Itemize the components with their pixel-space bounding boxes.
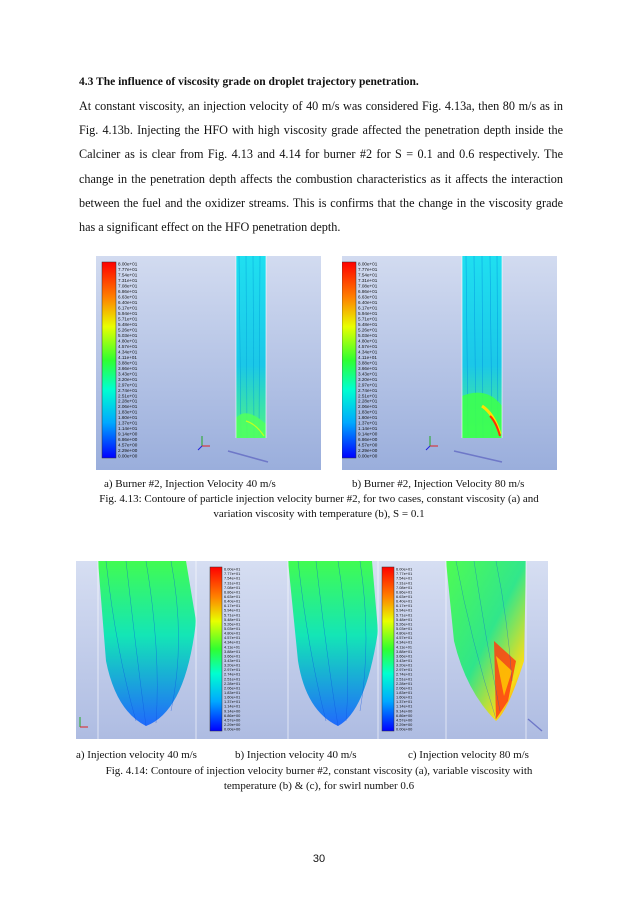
colorbar-tick-label: 1.60e+01 [224, 694, 241, 700]
colorbar-tick-label: 6.86e+01 [118, 289, 138, 295]
colorbar-tick-label: 9.14e+00 [358, 431, 378, 437]
colorbar-tick-label: 4.57e+01 [358, 343, 378, 349]
colorbar-tick-label: 3.66e+01 [358, 365, 378, 371]
colorbar-tick-label: 5.26e+01 [224, 621, 241, 627]
colorbar-tick-label: 3.66e+01 [224, 653, 241, 659]
colorbar-tick-label: 5.48e+01 [358, 321, 378, 327]
figure-4-14-caption-line1: Fig. 4.14: Contoure of injection velocity burner #2, constant viscosity (a), variable viscosity with [105, 765, 533, 777]
colorbar-tick-label: 1.37e+01 [118, 420, 138, 426]
figure-4-14c-label: c) Injection velocity 80 m/s [408, 749, 529, 761]
colorbar-tick-label: 4.34e+01 [396, 639, 413, 645]
figure-4-13b-image [342, 256, 557, 470]
colorbar-tick-label: 5.94e+01 [396, 607, 413, 613]
figure-4-13b-label: b) Burner #2, Injection Velocity 80 m/s [352, 478, 525, 490]
colorbar-tick-label: 3.43e+01 [358, 371, 378, 377]
colorbar-tick-label: 5.03e+01 [224, 626, 241, 632]
colorbar-tick-label: 3.20e+01 [396, 662, 413, 668]
figure-4-14a-label: a) Injection velocity 40 m/s [76, 749, 197, 761]
colorbar-tick-label: 0.00e+00 [224, 726, 241, 732]
colorbar-tick-label: 4.57e+01 [224, 635, 241, 641]
colorbar-tick-label: 1.14e+01 [358, 426, 378, 432]
colorbar-tick-label: 1.14e+01 [118, 426, 138, 432]
colorbar-tick-label: 4.34e+01 [224, 639, 241, 645]
colorbar-tick-label: 5.03e+01 [396, 626, 413, 632]
colorbar-tick-label: 1.83e+01 [358, 409, 378, 415]
colorbar-tick-label: 1.60e+01 [396, 694, 413, 700]
figure-4-13a-image [96, 256, 321, 470]
colorbar-tick-label: 2.97e+01 [396, 667, 413, 673]
colorbar-tick-label: 3.66e+01 [118, 365, 138, 371]
figure-4-14-caption-line2: temperature (b) & (c), for swirl number 0.6 [223, 780, 415, 792]
colorbar-tick-label: 3.88e+01 [358, 360, 378, 366]
colorbar-tick-label: 2.06e+01 [358, 404, 378, 410]
colorbar-tick-label: 0.00e+00 [396, 726, 413, 732]
colorbar-tick-label: 7.08e+01 [118, 283, 138, 289]
colorbar-tick-label: 2.29e+00 [224, 722, 241, 728]
colorbar-tick-label: 1.14e+01 [396, 703, 413, 709]
colorbar-tick-label: 2.97e+01 [118, 382, 138, 388]
colorbar-tick-label: 5.03e+01 [358, 332, 378, 338]
section-heading: 4.3 The influence of viscosity grade on droplet trajectory penetration. [79, 76, 419, 88]
colorbar-tick-label: 4.57e+00 [224, 717, 241, 723]
colorbar-tick-label: 6.40e+01 [118, 300, 138, 305]
colorbar-tick-label: 6.86e+00 [224, 712, 241, 718]
colorbar-tick-label: 4.11e+01 [224, 644, 241, 650]
colorbar-tick-label: 5.94e+01 [358, 310, 378, 316]
colorbar-tick-label: 6.40e+01 [358, 300, 378, 305]
colorbar-tick-label: 6.86e+00 [358, 437, 378, 443]
colorbar-tick-label: 1.83e+01 [396, 690, 413, 696]
colorbar-ticks-b [358, 262, 378, 459]
colorbar-tick-label: 4.80e+01 [224, 630, 241, 636]
figure-4-13a-svg [96, 256, 321, 470]
colorbar-tick-label: 5.26e+01 [118, 327, 138, 333]
colorbar-tick-label: 4.57e+00 [358, 442, 378, 448]
colorbar-tick-label: 2.28e+01 [396, 680, 413, 686]
colorbar-tick-label: 7.77e+01 [118, 267, 138, 273]
colorbar-ticks-4-14b [224, 567, 241, 732]
page-number: 30 [312, 853, 326, 865]
colorbar-tick-label: 3.88e+01 [224, 648, 241, 654]
figure-4-13-caption-line2: variation viscosity with temperature (b), S = 0.1 [213, 508, 425, 520]
colorbar-tick-label: 2.74e+01 [358, 387, 378, 393]
colorbar-tick-label: 8.00e+01 [358, 261, 378, 267]
colorbar-tick-label: 4.11e+01 [118, 354, 137, 360]
colorbar-tick-label: 1.37e+01 [358, 420, 378, 426]
colorbar-tick-label: 5.26e+01 [396, 621, 413, 627]
colorbar-ticks-4-14c [396, 567, 413, 732]
colorbar-tick-label: 2.06e+01 [224, 685, 241, 691]
colorbar-tick-label: 2.74e+01 [224, 671, 241, 677]
colorbar-tick-label: 8.00e+01 [118, 261, 138, 267]
colorbar-tick-label: 7.31e+01 [358, 278, 378, 284]
colorbar-tick-label: 2.29e+00 [358, 448, 378, 454]
colorbar-tick-label: 2.29e+00 [396, 722, 413, 728]
colorbar-tick-label: 1.14e+01 [224, 703, 241, 709]
colorbar-tick-label: 9.14e+00 [396, 708, 413, 714]
figure-4-14b-label: b) Injection velocity 40 m/s [235, 749, 357, 761]
colorbar-tick-label: 4.34e+01 [118, 349, 138, 355]
colorbar-tick-label: 7.77e+01 [358, 267, 378, 273]
colorbar-tick-label: 7.54e+01 [224, 575, 241, 581]
colorbar-tick-label: 3.43e+01 [396, 658, 413, 664]
colorbar-tick-label: 5.03e+01 [118, 332, 138, 338]
colorbar-tick-label: 2.29e+00 [118, 448, 138, 454]
colorbar-tick-label: 6.86e+00 [118, 437, 138, 443]
colorbar-tick-label: 1.60e+01 [358, 415, 378, 421]
colorbar-tick-label: 2.28e+01 [224, 680, 241, 686]
colorbar-tick-label: 6.00e+01 [396, 566, 413, 572]
colorbar-tick-label: 4.11e+01 [358, 354, 377, 360]
colorbar-tick-label: 7.31e+01 [396, 580, 413, 586]
colorbar-tick-label: 9.14e+00 [118, 431, 138, 437]
colorbar-tick-label: 6.40e+01 [224, 598, 241, 604]
colorbar-tick-label: 5.48e+01 [118, 321, 138, 327]
colorbar-tick-label: 6.63e+01 [224, 594, 241, 600]
colorbar-tick-label: 1.83e+01 [118, 409, 138, 415]
colorbar-tick-label: 2.28e+01 [358, 398, 378, 404]
colorbar-tick-label: 5.71e+01 [224, 612, 241, 618]
colorbar-tick-label: 4.57e+01 [118, 343, 138, 349]
colorbar-tick-label: 6.17e+01 [118, 305, 138, 311]
colorbar-tick-label: 1.83e+01 [224, 690, 241, 696]
colorbar-tick-label: 7.54e+01 [396, 575, 413, 581]
colorbar-tick-label: 7.08e+01 [396, 584, 413, 590]
colorbar-tick-label: 2.74e+01 [118, 387, 138, 393]
colorbar-tick-label: 3.88e+01 [118, 360, 138, 366]
colorbar-tick-label: 5.94e+01 [118, 310, 138, 316]
colorbar-tick-label: 4.80e+01 [396, 630, 413, 636]
colorbar-tick-label: 2.51e+01 [358, 393, 378, 399]
colorbar-tick-label: 2.06e+01 [118, 404, 138, 410]
colorbar-tick-label: 5.48e+01 [396, 616, 413, 622]
colorbar-tick-label: 6.86e+01 [224, 589, 241, 595]
colorbar-tick-label: 1.37e+01 [224, 699, 241, 705]
colorbar-tick-label: 6.86e+01 [396, 589, 413, 595]
figure-4-13-caption-line1: Fig. 4.13: Contoure of particle injection velocity burner #2, for two cases, constant viscosity (a) and [99, 493, 539, 505]
colorbar-tick-label: 2.97e+01 [358, 382, 378, 388]
colorbar-tick-label: 4.11e+01 [396, 644, 413, 650]
figure-4-14-image [76, 561, 548, 739]
colorbar-tick-label: 6.00e+01 [224, 566, 241, 572]
colorbar-tick-label: 2.97e+01 [224, 667, 241, 673]
colorbar-tick-label: 6.63e+01 [118, 294, 138, 300]
colorbar-tick-label: 4.57e+00 [118, 442, 138, 448]
colorbar-tick-label: 6.40e+01 [396, 598, 413, 604]
colorbar-tick-label: 6.63e+01 [358, 294, 378, 300]
colorbar-tick-label: 5.71e+01 [118, 316, 138, 322]
colorbar-tick-label: 3.88e+01 [396, 648, 413, 654]
colorbar-tick-label: 1.37e+01 [396, 699, 413, 705]
colorbar-tick-label: 5.71e+01 [396, 612, 413, 618]
colorbar-tick-label: 7.31e+01 [224, 580, 241, 586]
colorbar-tick-label: 4.80e+01 [118, 338, 138, 344]
colorbar-tick-label: 5.48e+01 [224, 616, 241, 622]
colorbar-tick-label: 3.66e+01 [396, 653, 413, 659]
colorbar-tick-label: 0.00e+00 [118, 453, 138, 459]
colorbar-tick-label: 3.20e+01 [118, 376, 138, 382]
section-paragraph: At constant viscosity, an injection velocity of 40 m/s was considered Fig. 4.13a, then 80 m/s as in Fig. 4.13b. Injecting the HFO with high viscosity grade affected the penetration depth inside the Calciner as is clear from Fig. 4.13 and 4.14 for burner #2 for S = 0.1 and 0.6 respectively. The change in the penetration depth affects the combustion characteristics as it affects the interaction between the fuel and the oxidizer streams. This is confirms that the change in the viscosity grade has a significant effect on the HFO penetration depth. [79, 99, 563, 235]
colorbar-tick-label: 3.20e+01 [358, 376, 378, 382]
colorbar-tick-label: 6.17e+01 [396, 603, 413, 609]
colorbar-tick-label: 3.43e+01 [224, 658, 241, 664]
figure-4-13a-label: a) Burner #2, Injection Velocity 40 m/s [104, 478, 276, 490]
colorbar-tick-label: 2.51e+01 [224, 676, 241, 682]
colorbar-tick-label: 3.20e+01 [224, 662, 241, 668]
colorbar-tick-label: 7.08e+01 [224, 584, 241, 590]
colorbar-tick-label: 7.08e+01 [358, 283, 378, 289]
colorbar-tick-label: 6.86e+00 [396, 712, 413, 718]
colorbar-tick-label: 5.26e+01 [358, 327, 378, 333]
colorbar-tick-label: 7.54e+01 [358, 272, 378, 278]
figure-4-14-svg [76, 561, 548, 739]
figure-4-13b-svg [342, 256, 557, 470]
colorbar-tick-label: 1.60e+01 [118, 415, 138, 421]
colorbar-tick-label: 7.77e+01 [224, 571, 241, 577]
colorbar-tick-label: 2.51e+01 [118, 393, 138, 399]
colorbar-tick-label: 4.57e+00 [396, 717, 413, 723]
colorbar-tick-label: 6.86e+01 [358, 289, 378, 295]
colorbar-tick-label: 4.34e+01 [358, 349, 378, 355]
colorbar-tick-label: 6.17e+01 [358, 305, 378, 311]
colorbar-tick-label: 4.80e+01 [358, 338, 378, 344]
colorbar-tick-label: 2.74e+01 [396, 671, 413, 677]
colorbar-tick-label: 2.28e+01 [118, 398, 138, 404]
colorbar-tick-label: 4.57e+01 [396, 635, 413, 641]
colorbar-tick-label: 3.43e+01 [118, 371, 138, 377]
colorbar-ticks-a [118, 262, 138, 459]
colorbar-tick-label: 6.17e+01 [224, 603, 241, 609]
colorbar-tick-label: 2.06e+01 [396, 685, 413, 691]
colorbar-tick-label: 9.14e+00 [224, 708, 241, 714]
colorbar-tick-label: 2.51e+01 [396, 676, 413, 682]
colorbar-tick-label: 5.94e+01 [224, 607, 241, 613]
colorbar-tick-label: 5.71e+01 [358, 316, 378, 322]
colorbar-tick-label: 7.54e+01 [118, 272, 138, 278]
colorbar-tick-label: 7.77e+01 [396, 571, 413, 577]
colorbar-tick-label: 7.31e+01 [118, 278, 138, 284]
colorbar-tick-label: 6.63e+01 [396, 594, 413, 600]
colorbar-tick-label: 0.00e+00 [358, 453, 378, 459]
